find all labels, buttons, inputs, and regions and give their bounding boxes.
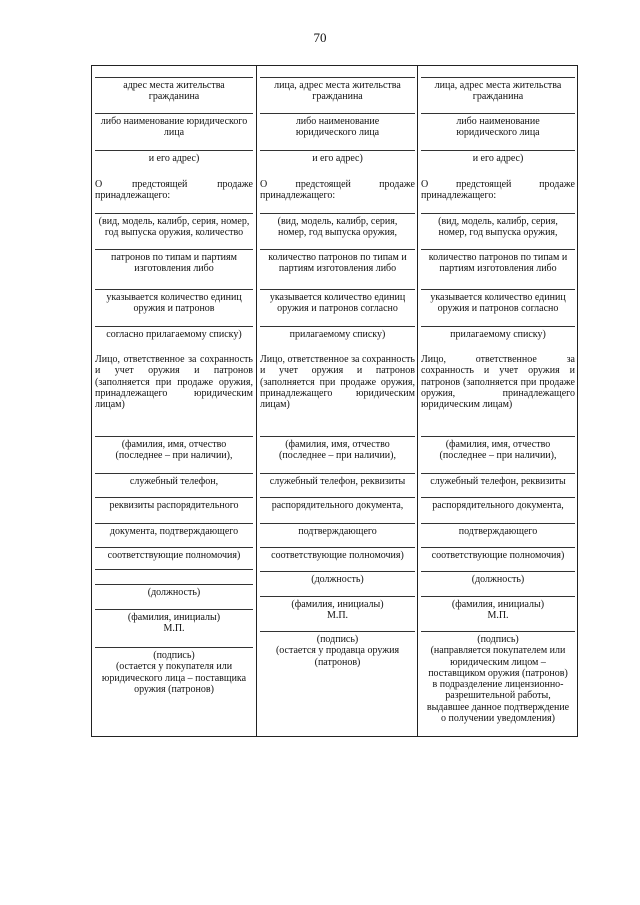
fill-in-line [95,584,253,585]
fill-in-line [260,523,415,524]
fill-in-line [421,547,575,548]
form-field-caption: (фамилия, имя, отчество (последнее – при наличии), [279,439,396,462]
fill-in-line [260,77,415,78]
form-field-caption: служебный телефон, реквизиты [269,476,406,487]
form-field-caption: согласно прилагаемому списку) [106,329,242,340]
fill-in-line [95,326,253,327]
fill-in-line [260,547,415,548]
fill-in-line [421,523,575,524]
form-field-caption: соответствующие полномочия) [271,550,404,561]
form-field-caption: и его адрес) [148,153,200,164]
fill-in-line [260,289,415,290]
form-field-caption: указывается количество единиц оружия и патронов согласно [269,292,406,315]
fill-in-line [95,289,253,290]
fill-in-line [95,436,253,437]
fill-in-line [260,571,415,572]
fill-in-line [260,473,415,474]
form-field-caption: лица, адрес места жительства гражданина [434,80,562,103]
form-field-caption: патронов по типам и партиям изготовления либо [111,252,237,275]
fill-in-line [260,497,415,498]
form-field-caption: подтверждающего [458,526,538,537]
fill-in-line [95,647,253,648]
form-field-caption: (фамилия, инициалы) М.П. [451,599,545,622]
fill-in-line [260,213,415,214]
fill-in-line [421,289,575,290]
form-field-caption: количество патронов по типам и партиям изготовления либо [428,252,568,275]
fill-in-line [260,326,415,327]
fill-in-line [95,523,253,524]
fill-in-line [421,326,575,327]
fill-in-line [421,150,575,151]
fill-in-line [421,631,575,632]
form-field-caption: О предстоящей продаже принадлежащего: [260,179,415,202]
fill-in-line [421,596,575,597]
form-field-caption: (должность) [147,587,201,598]
fill-in-line [95,473,253,474]
form-field-caption: либо наименование юридического лица [295,116,380,139]
fill-in-line [421,77,575,78]
form-field-caption: прилагаемому списку) [289,329,386,340]
form-field-caption: реквизиты распорядительного [109,500,239,511]
form-field-caption: лица, адрес места жительства гражданина [274,80,401,103]
fill-in-line [260,436,415,437]
form-field-caption: Лицо, ответственное за сохранность и учет оружия и патронов (заполняется при продаже оружия, принадлежащего юридическим лицам) [260,354,415,411]
form-field-caption: распорядительного документа, [432,500,564,511]
fill-in-line [260,249,415,250]
fill-in-line [95,249,253,250]
form-field-caption: адрес места жительства гражданина [123,80,225,103]
form-field-caption: указывается количество единиц оружия и патронов согласно [430,292,566,315]
form-field-caption: количество патронов по типам и партиям изготовления либо [268,252,407,275]
form-column-3 [417,66,578,736]
form-field-caption: (вид, модель, калибр, серия, номер, год выпуска оружия, [438,216,558,239]
fill-in-line [260,631,415,632]
fill-in-line [421,436,575,437]
fill-in-line [421,213,575,214]
fill-in-line [95,77,253,78]
fill-in-line [421,571,575,572]
fill-in-line [95,150,253,151]
form-field-caption: (фамилия, имя, отчество (последнее – при наличии), [439,439,557,462]
form-field-caption: (фамилия, имя, отчество (последнее – при наличии), [115,439,233,462]
form-field-caption: (должность) [471,574,525,585]
fill-in-line [95,113,253,114]
form-field-caption: (подпись) (остается у покупателя или юридического лица – поставщика оружия (патронов) [101,650,247,695]
form-field-caption: служебный телефон, реквизиты [430,476,566,487]
page-number: 70 [313,30,327,45]
form-field-caption: (подпись) (остается у продавца оружия (патронов) [275,634,400,668]
form-field-caption: Лицо, ответственное за сохранность и учет оружия и патронов (заполняется при продаже оружия, принадлежащего юридическим лицам) [95,354,253,411]
notification-form-table [91,65,578,737]
fill-in-line [95,547,253,548]
form-field-caption: (должность) [311,574,364,585]
fill-in-line [421,497,575,498]
fill-in-line [421,249,575,250]
form-field-caption: (вид, модель, калибр, серия, номер, год выпуска оружия, количество [98,216,250,239]
form-field-caption: либо наименование юридического лица [100,116,248,139]
fill-in-line [260,596,415,597]
form-field-caption: Лицо, ответственное за сохранность и учет оружия и патронов (заполняется при продаже оружия, принадлежащего юридическим лицам) [421,354,575,411]
form-field-caption: (фамилия, инициалы) М.П. [291,599,384,622]
form-field-caption: О предстоящей продаже принадлежащего: [95,179,253,202]
fill-in-line [95,609,253,610]
fill-in-line [260,113,415,114]
form-field-caption: (вид, модель, калибр, серия, номер, год выпуска оружия, [277,216,398,239]
form-field-caption: (подпись) (направляется покупателем или юридическим лицом – поставщиком оружия (патронов) в подразделение лицензионно- разрешительной работы, выдавшее данное подтверждение о получении уведомления) [426,634,570,725]
fill-in-line [421,473,575,474]
form-field-caption: распорядительного документа, [271,500,404,511]
form-field-caption: прилагаемому списку) [450,329,546,340]
form-field-caption: соответствующие полномочия) [431,550,565,561]
fill-in-line [95,213,253,214]
form-field-caption: служебный телефон, [129,476,219,487]
form-field-caption: О предстоящей продаже принадлежащего: [421,179,575,202]
form-field-caption: документа, подтверждающего [109,526,239,537]
fill-in-line [260,150,415,151]
form-field-caption: указывается количество единиц оружия и патронов [106,292,242,315]
form-field-caption: и его адрес) [472,153,524,164]
form-field-caption: и его адрес) [312,153,363,164]
form-column-2 [256,66,418,736]
fill-in-line [95,569,253,570]
form-field-caption: (фамилия, инициалы) М.П. [127,612,221,635]
fill-in-line [95,497,253,498]
form-field-caption: подтверждающего [298,526,377,537]
form-field-caption: либо наименование юридического лица [456,116,540,139]
form-field-caption: соответствующие полномочия) [107,550,241,561]
form-column-1 [92,66,256,736]
fill-in-line [421,113,575,114]
